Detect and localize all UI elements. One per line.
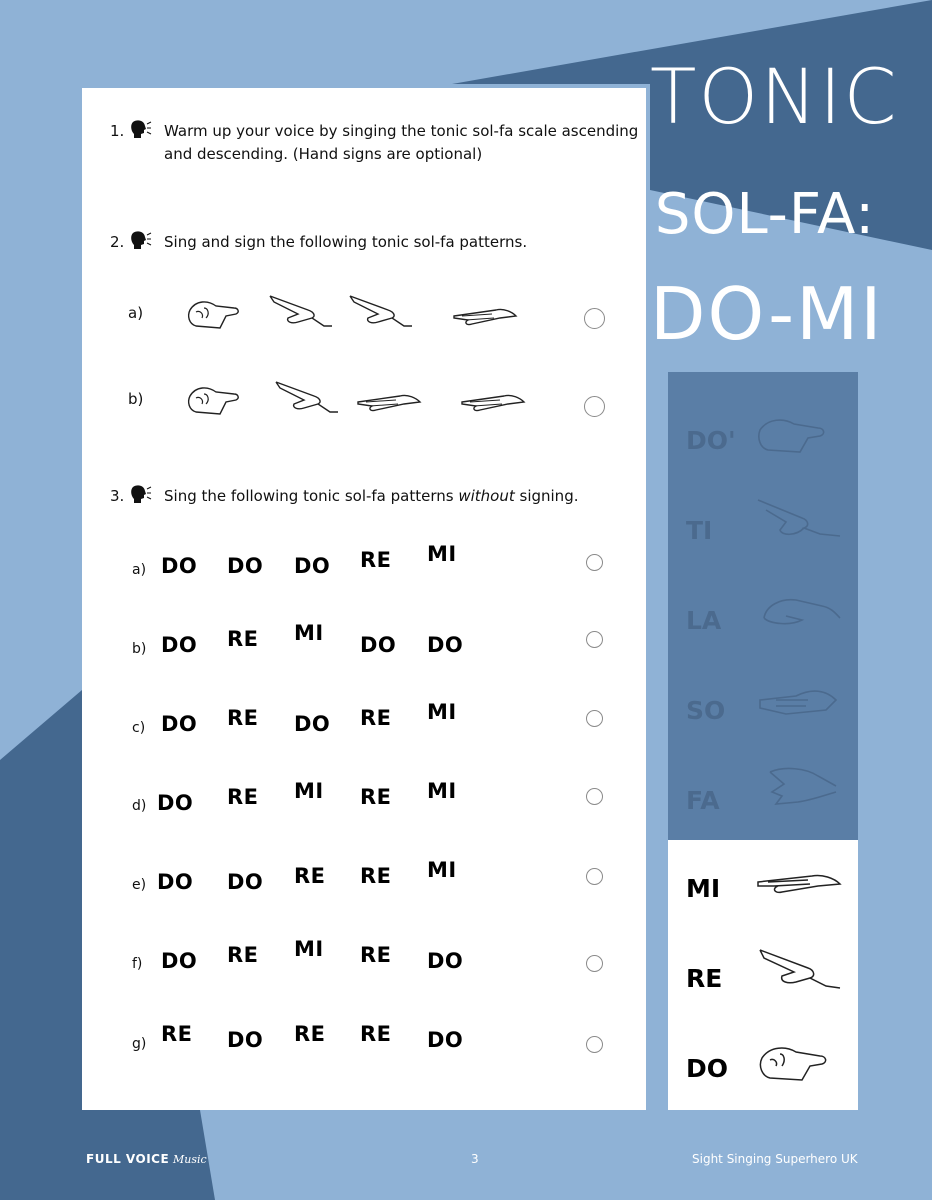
checkbox-circle[interactable]	[586, 1036, 603, 1053]
note: RE	[360, 548, 392, 572]
do-hand-sign-icon	[186, 380, 252, 420]
checkbox-circle[interactable]	[586, 710, 603, 727]
note: DO	[157, 791, 194, 815]
note: DO	[161, 712, 198, 736]
scale-label-do: DO	[686, 1054, 729, 1083]
note: MI	[427, 700, 457, 724]
scale-label-ti: TI	[686, 516, 713, 545]
worksheet-card	[82, 88, 646, 1110]
hand-row-label: a)	[128, 304, 144, 322]
note: MI	[294, 779, 324, 803]
footer-series-title: Sight Singing Superhero UK	[692, 1152, 858, 1166]
question-3-text	[164, 485, 644, 508]
pattern-row-label: b)	[132, 641, 147, 657]
la-hand-sign-icon	[756, 586, 842, 634]
note: MI	[427, 858, 457, 882]
scale-label-la: LA	[686, 606, 722, 635]
checkbox-circle[interactable]	[584, 308, 605, 329]
re-hand-sign-icon	[756, 946, 842, 994]
note: RE	[161, 1022, 193, 1046]
note: DO	[294, 554, 331, 578]
question-3-text-before: Sing the following tonic sol-fa patterns	[164, 487, 459, 505]
scale-label-so: SO	[686, 696, 726, 725]
note: DO	[161, 949, 198, 973]
checkbox-circle[interactable]	[586, 955, 603, 972]
note: MI	[294, 621, 324, 645]
mi-hand-sign-icon	[460, 382, 526, 422]
note: MI	[427, 542, 457, 566]
singing-head-icon	[130, 120, 152, 140]
note: RE	[227, 785, 259, 809]
note: RE	[294, 864, 326, 888]
question-3-text-after: signing.	[514, 487, 579, 505]
footer-brand-script: Music	[173, 1153, 207, 1166]
note: DO	[161, 633, 198, 657]
checkbox-circle[interactable]	[586, 554, 603, 571]
note: RE	[227, 943, 259, 967]
pattern-row-label: g)	[132, 1036, 147, 1052]
note: DO	[360, 633, 397, 657]
note: RE	[227, 706, 259, 730]
pattern-row-label: c)	[132, 720, 146, 736]
ti-hand-sign-icon	[756, 496, 842, 544]
scale-label-fa: FA	[686, 786, 720, 815]
checkbox-circle[interactable]	[584, 396, 605, 417]
note: RE	[360, 1022, 392, 1046]
fa-hand-sign-icon	[756, 762, 842, 810]
hand-row-label: b)	[128, 390, 144, 408]
question-3-text-emphasis: without	[458, 487, 515, 505]
scale-label-mi: MI	[686, 874, 721, 903]
note: RE	[360, 785, 392, 809]
scale-panel-dimmed	[668, 372, 858, 840]
do-high-hand-sign-icon	[756, 410, 842, 458]
scale-label-do-high: DO'	[686, 426, 736, 455]
pattern-row-label: f)	[132, 956, 143, 972]
pattern-row-label: d)	[132, 798, 147, 814]
mi-hand-sign-icon	[756, 858, 842, 906]
mi-hand-sign-icon	[356, 382, 422, 422]
title-line-1: TONIC	[650, 52, 899, 141]
note: RE	[360, 943, 392, 967]
question-2-number: 2.	[110, 233, 125, 251]
pattern-row-label: e)	[132, 877, 147, 893]
pattern-row-label: a)	[132, 562, 147, 578]
title-line-3: DO-MI	[650, 272, 884, 356]
note: RE	[360, 864, 392, 888]
question-2-text: Sing and sign the following tonic sol-fa patterns.	[164, 233, 528, 251]
note: MI	[294, 937, 324, 961]
note: RE	[294, 1022, 326, 1046]
question-1-number: 1.	[110, 122, 125, 140]
footer-page-number: 3	[471, 1152, 479, 1166]
note: DO	[294, 712, 331, 736]
footer-brand-name: FULL VOICE	[86, 1152, 170, 1166]
note: DO	[161, 554, 198, 578]
note: DO	[427, 1028, 464, 1052]
note: MI	[427, 779, 457, 803]
question-1-text: Warm up your voice by singing the tonic sol-fa scale ascending and descending. (Hand signs are optional)	[164, 122, 639, 163]
re-hand-sign-icon	[274, 378, 340, 418]
note: RE	[360, 706, 392, 730]
note: RE	[227, 627, 259, 651]
title-line-2: SOL-FA:	[654, 182, 876, 247]
footer-brand	[86, 1152, 207, 1166]
re-hand-sign-icon	[348, 292, 414, 332]
checkbox-circle[interactable]	[586, 788, 603, 805]
note: DO	[227, 554, 264, 578]
scale-label-re: RE	[686, 964, 723, 993]
note: DO	[227, 1028, 264, 1052]
note: DO	[427, 633, 464, 657]
singing-head-icon	[130, 485, 152, 505]
note: DO	[157, 870, 194, 894]
note: DO	[227, 870, 264, 894]
question-3-number: 3.	[110, 487, 125, 505]
mi-hand-sign-icon	[452, 296, 518, 336]
do-hand-sign-icon	[186, 294, 252, 334]
note: DO	[427, 949, 464, 973]
singing-head-icon	[130, 231, 152, 251]
scale-panel-active	[668, 840, 858, 1110]
re-hand-sign-icon	[268, 292, 334, 332]
do-hand-sign-icon	[756, 1038, 842, 1086]
so-hand-sign-icon	[756, 676, 842, 724]
checkbox-circle[interactable]	[586, 631, 603, 648]
checkbox-circle[interactable]	[586, 868, 603, 885]
